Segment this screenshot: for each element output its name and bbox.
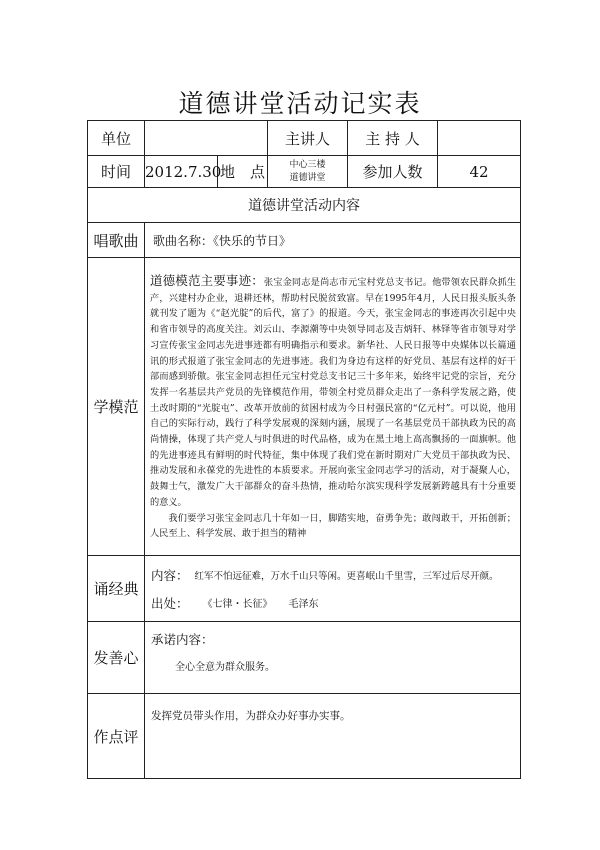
classic-content: [145, 556, 521, 622]
classic-source-key: 出处：: [151, 595, 189, 611]
unit-value: [145, 121, 268, 156]
header-row-1: [88, 121, 521, 156]
host-label: 主 持 人: [348, 121, 438, 156]
speaker-label: 主讲人: [268, 121, 348, 156]
section-title-row: [88, 188, 521, 223]
classic-source-line: [151, 589, 514, 617]
classic-source-value: 《七律・长征》: [202, 599, 273, 610]
comment-label: 作点评: [88, 694, 145, 779]
host-value: [438, 121, 521, 156]
place-value-line1: 中心三楼: [289, 159, 326, 170]
attendees-label: 参加人数: [348, 156, 438, 188]
classic-author: 毛泽东: [288, 599, 319, 610]
comment-row: [88, 694, 521, 779]
time-label: 时间: [88, 156, 145, 188]
pledge-content: [145, 622, 521, 694]
model-para2: 我们要学习张宝金同志几十年如一日，脚踏实地，奋勇争先；敢闯敢干，开拓创新；人民至上、科学发展、敢于担当的精神: [150, 512, 516, 540]
classic-content-value: 红军不怕远征难，万水千山只等闲。更喜岷山千里雪，三军过后尽开颜。: [194, 570, 499, 582]
section-title: 道德讲堂活动内容: [88, 188, 521, 223]
classic-row: [88, 556, 521, 622]
pledge-text: 全心全意为群众服务。: [175, 662, 275, 673]
place-label: 地 点: [218, 156, 268, 188]
model-para1: 张宝金同志是尚志市元宝村党总支书记。他带领农民群众抓生产，兴建村办企业，退耕还林，帮助村民脱贫致富。早在1995年4月，人民日报头版头条就刊发了题为《“赵光腚”的后代，富了》的报道。今天，张宝金同志的事迹再次引起中央和省市领导的高度关注。刘云山、李源潮等中央领导同志及吉炳轩、林铎等省市领导对学习宣传张宝金同志先进事迹都有明确指示和要求。新华社、人民日报等中央媒体以长篇通讯的形式报道了张宝金同志的先进事迹。我们为身边有这样的好党员、基层有这样的好干部而感到骄傲。张宝金同志担任元宝村党总支书记三十多年来，始终牢记党的宗旨，充分发挥一名基层共产党员的先锋模范作用，带领全村党员群众走出了一条科学发展之路，使土改时期的“光腚屯”、改革开放前的贫困村成为今日村强民富的“亿元村”。可以说，他用自己的实际行动，践行了科学发展观的深刻内涵，展现了一名基层党员干部执政为民的高尚情操，体现了共产党人与时俱进的时代品格，成为在黑土地上高高飘扬的一面旗帜。他的先进事迹具有鲜明的时代特征，集中体现了我们党在新时期对广大党员干部执政为民、推动发展和永葆党的先进性的本质要求。开展向张宝金同志学习的活动，对于凝聚人心，鼓舞士气，激发广大干部群众的奋斗热情，推动哈尔滨实现科学发展新跨越具有十分重要的意义。: [150, 277, 516, 508]
comment-content: 发挥党员带头作用，为群众办好事办实事。: [145, 694, 521, 779]
unit-label: 单位: [88, 121, 145, 156]
page-title: 道德讲堂活动记实表: [178, 89, 422, 118]
pledge-heading: 承诺内容：: [151, 632, 214, 647]
song-row: [88, 223, 521, 258]
time-value: 2012.7.30: [145, 156, 218, 188]
place-value-line2: 道德讲堂: [289, 172, 326, 183]
model-label: 学模范: [88, 258, 145, 556]
song-label: 唱歌曲: [88, 223, 145, 258]
model-content: [145, 258, 521, 556]
song-content: 歌曲名称：《快乐的节日》: [145, 223, 521, 258]
classic-label: 诵经典: [88, 556, 145, 622]
classic-content-key: 内容：: [151, 567, 189, 583]
record-table: [87, 120, 521, 779]
model-row: [88, 258, 521, 556]
pledge-label: 发善心: [88, 622, 145, 694]
classic-content-line: [151, 561, 514, 589]
place-value: [268, 156, 348, 188]
header-row-2: [88, 156, 521, 188]
pledge-row: [88, 622, 521, 694]
model-heading: 道德模范主要事迹：: [150, 273, 264, 289]
attendees-value: 42: [438, 156, 521, 188]
